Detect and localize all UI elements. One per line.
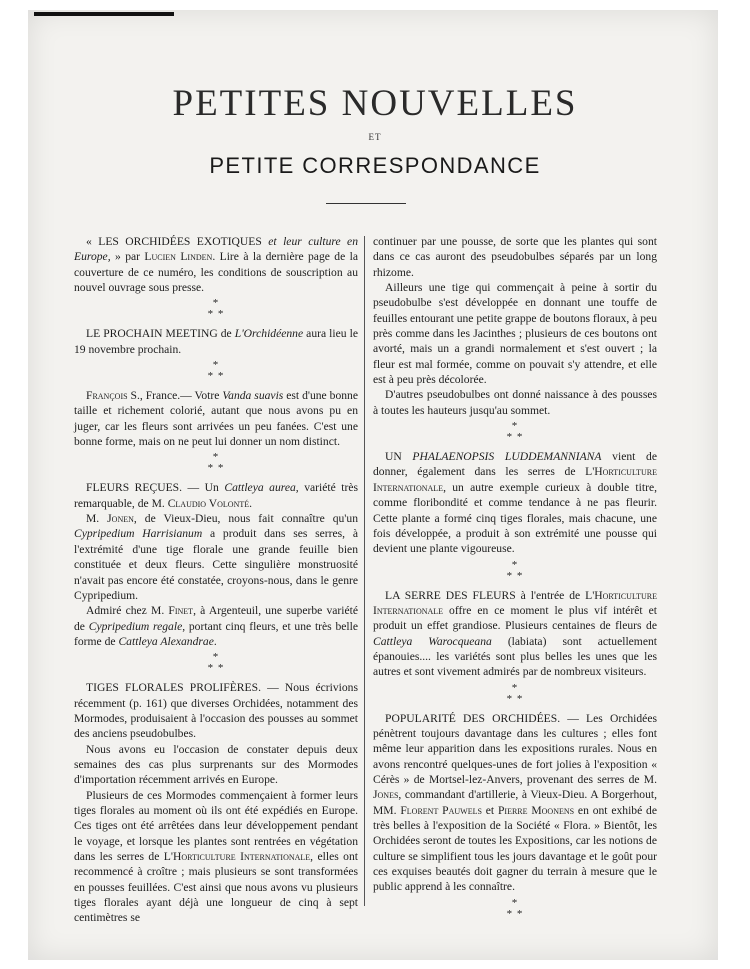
article-tiges-florales-2: Nous avons eu l'occasion de constater depuis deux semaines des cas plus surprenants sur des Mormodes d'importation récemment arrivés en Europe. — [74, 742, 358, 787]
article-orchidees-exotiques: « LES ORCHIDÉES EXOTIQUES et leur culture en Europe, » par Lucien Linden. Lire à la dernière page de la couverture de ce numéro, les conditions de souscription au nouvel ouvrage sous presse. — [74, 235, 359, 295]
right-column — [373, 234, 657, 926]
article-fleurs-recues: FLEURS REÇUES. — Un Cattleya aurea, variété très remarquable, de M. Claudio Volonté. — [74, 481, 359, 510]
page-subtitle: PETITE CORRESPONDANCE — [209, 153, 541, 178]
article-fleurs-recues-jonen: M. Jonen, de Vieux-Dieu, nous fait connaître qu'un Cypripedium Harrisianum a produit dans ses serres, à l'extrémité d'une tige florale une grande feuille bien constituée et deux fleurs. Cette singulière monstruosité n'avait pas encore été constatée, croyons-nous, dans le genre Cypripedium. — [74, 512, 359, 602]
article-tiges-florales: TIGES FLORALES PROLIFÈRES. — Nous écrivions récemment (p. 161) que diverses Orchidées, notamment des Mormodes, produisaient à l'occasion des pousses au sommet des anciens pseudobulbes. — [74, 681, 358, 741]
article-tiges-florales-3: Plusieurs de ces Mormodes commençaient à former leurs tiges florales au moment où ils ont été expédiés en Europe. Ces tiges ont été arrêtées dans leur développement pendant le voyage, et lorsque les plantes sont rentrées en végétation dans les serres de L'Horticulture Internationale, elles ont recommencé à croître ; mais plusieurs se sont transformées en pousses feuillées. C'est ainsi que nous avons vu plusieurs tiges florales ayant déjà une longueur de cinq à sept centimètres se — [74, 788, 358, 925]
left-column — [74, 234, 358, 926]
section-separator: * * * — [207, 297, 225, 321]
section-separator: * * * — [506, 896, 524, 920]
section-separator: * * * — [506, 420, 524, 444]
article-prochain-meeting: LE PROCHAIN MEETING de L'Orchidéenne aura lieu le 19 novembre prochain. — [74, 327, 358, 356]
page-title: PETITES NOUVELLES — [172, 83, 578, 124]
article-tiges-florales-4: Ailleurs une tige qui commençait à peine à sortir du pseudobulbe s'est développée en donnant une touffe de feuilles entourant une petite grappe de boutons floraux, à peu près comme dans les Jacinthes ; plusieurs de ces boutons ont avorté, mais un a grandi normalement et s'est ouvert ; la fleur est mal formée, comme on pouvait s'y attendre, et elle est à peu près décolorée. — [373, 281, 657, 387]
section-separator: * * * — [207, 451, 225, 475]
article-serre-des-fleurs: LA SERRE DES FLEURS à l'entrée de L'Horticulture Internationale offre en ce moment le plus vif intérêt et produit un effet grandiose. Plusieurs centaines de fleurs de Cattleya Warocqueana (labiata) sont actuellement épanouies.... les variétés sont plus belles les unes que les autres et sont vivement admirés par de nombreux visiteurs. — [373, 588, 657, 679]
section-separator: * * * — [506, 681, 524, 705]
article-tiges-florales-cont: continuer par une pousse, de sorte que les plantes qui sont dans ce cas auront des pseudobulbes séparés par un long rhizome. — [373, 235, 657, 279]
section-separator: * * * — [506, 558, 524, 582]
article-tiges-florales-5: D'autres pseudobulbes ont donné naissance à des pousses à toutes les hauteurs jusqu'au sommet. — [373, 388, 657, 417]
section-separator: * * * — [207, 651, 225, 675]
title-rule — [326, 203, 406, 204]
title-conjunction: ET — [368, 132, 382, 142]
article-fleurs-recues-finet: Admiré chez M. Finet, à Argenteuil, une superbe variété de Cypripedium regale, portant cinq fleurs, et une très belle forme de Cattleya Alexandrae. — [74, 604, 358, 648]
article-francois-s: François S., France.— Votre Vanda suavis est d'une bonne taille et richement colorié, autant que nous avons pu en juger, car les fleurs sont arrivées un peu fanées. C'est une bonne forme, mais on ne peut lui donner un nom distinct. — [74, 389, 358, 449]
section-separator: * * * — [207, 359, 225, 383]
page-edge-mark — [34, 12, 174, 16]
article-phalaenopsis: UN PHALAENOPSIS LUDDEMANNIANA vient de donner, également dans les serres de L'Horticulture Internationale, un autre exemple curieux à double titre, comme floribondité et comme tendance à ne pas fleurir. Cette plante a formé cinq tiges florales, mais chacune, une fois développée, a produit à son extrémité une pousse qui devient une plante vigoureuse. — [373, 450, 657, 556]
column-divider — [364, 236, 365, 906]
article-popularite: POPULARITÉ DES ORCHIDÉES. — Les Orchidées pénètrent toujours davantage dans les cultures ; elles font même leur apparition dans les expositions rurales. Nous en avons rencontré quelques-unes de fort jolies à l'exposition « Cérès » de Mortsel-lez-Anvers, provenant des serres de M. Jones, commandant d'artillerie, à Vieux-Dieu. A Borgerhout, MM. Florent Pauwels et Pierre Moonens en ont exhibé de très belles à l'exposition de la Société « Flora. » Bientôt, les Orchidées seront de toutes les Expositions, car les notions de culture se simplifient tous les jours davantage et le goût pour ces exquises beautés doit gagner du terrain à mesure que le public apprend à les connaître. — [373, 711, 657, 894]
